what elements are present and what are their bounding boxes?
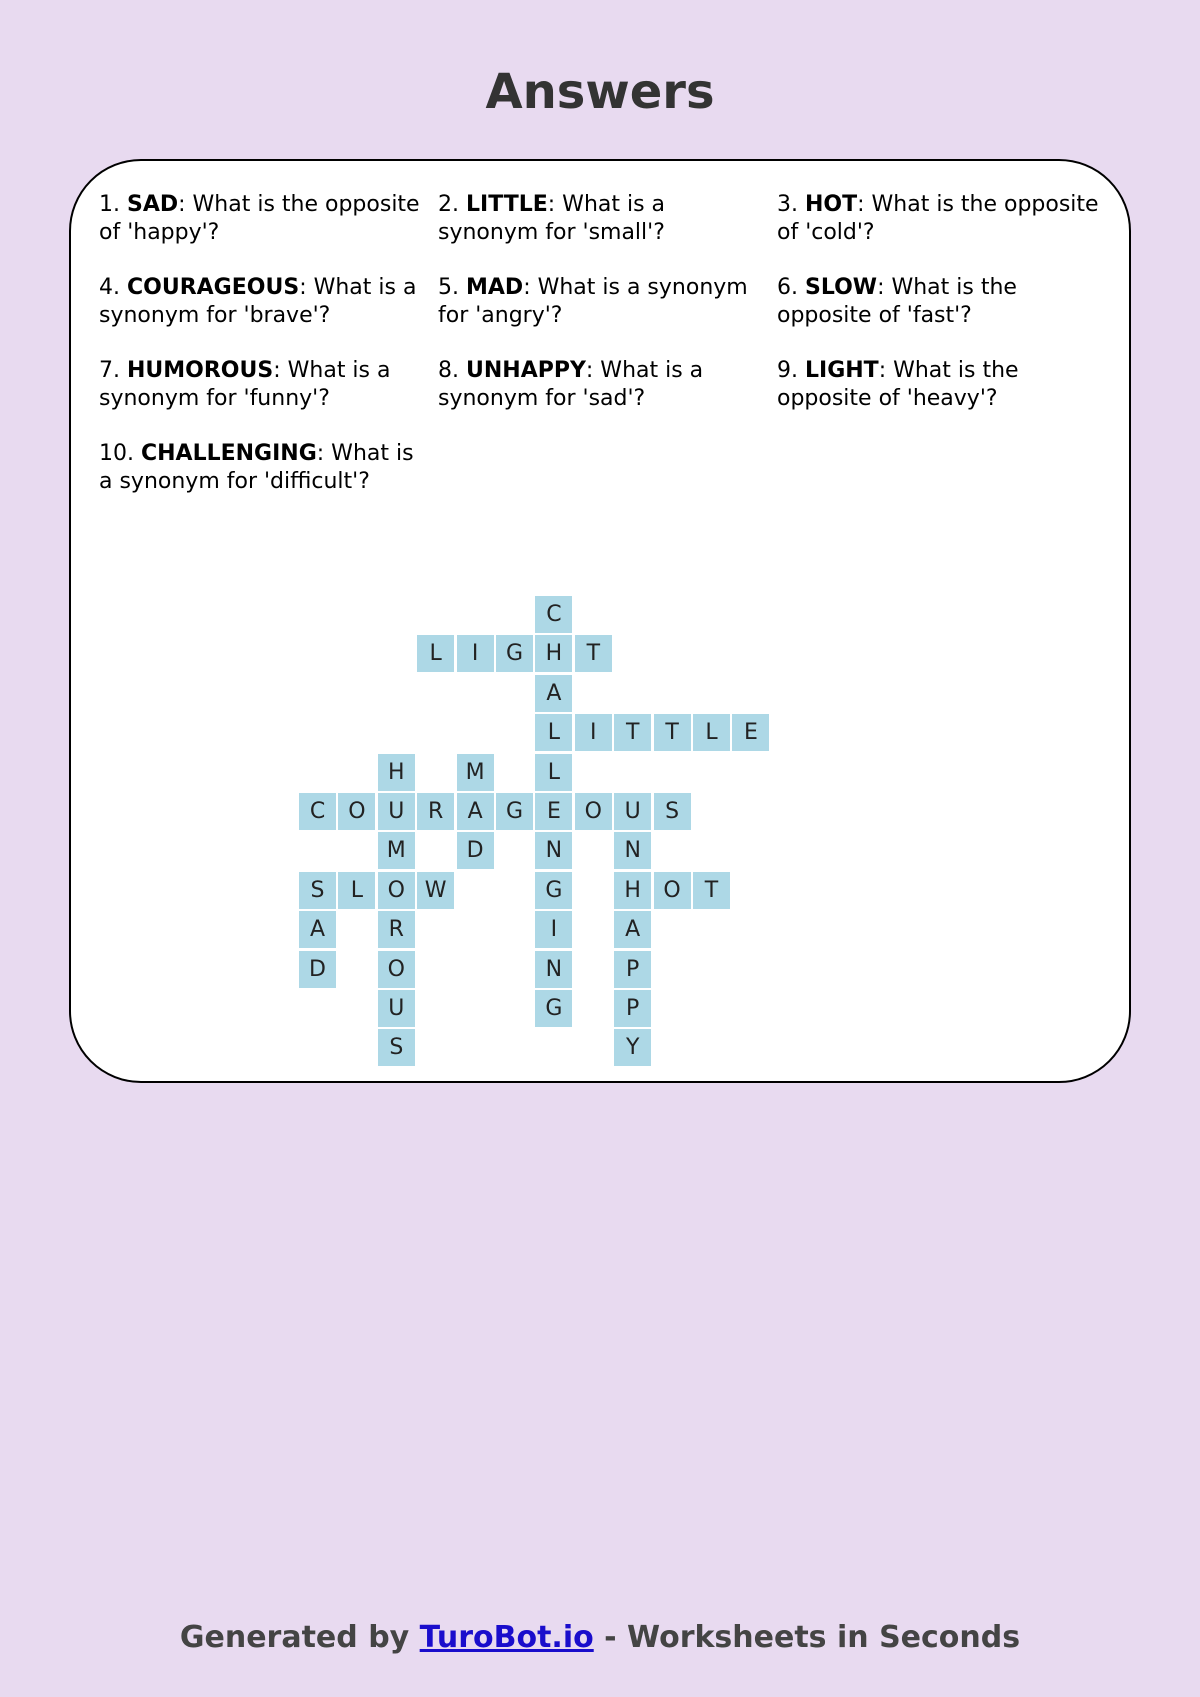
- footer-suffix: - Worksheets in Seconds: [593, 1620, 1021, 1655]
- crossword-cell: N: [614, 832, 651, 869]
- crossword-cell: L: [535, 714, 572, 751]
- crossword-cell: P: [614, 990, 651, 1027]
- clue-answer: SLOW: [805, 275, 878, 300]
- crossword-cell: P: [614, 951, 651, 988]
- clue-text: : What is a synonym for 'brave'?: [99, 275, 417, 328]
- page-title: Answers: [485, 64, 715, 120]
- crossword-cell: S: [654, 793, 691, 830]
- crossword-cell: S: [378, 1029, 415, 1066]
- clue-answer: HOT: [805, 192, 858, 217]
- crossword-cell: O: [575, 793, 612, 830]
- crossword-cell: N: [535, 832, 572, 869]
- clue-item: [777, 191, 1116, 247]
- crossword-cell: C: [535, 596, 572, 633]
- clue-answer: UNHAPPY: [466, 358, 586, 383]
- clue-answer: CHALLENGING: [141, 441, 317, 466]
- footer: [0, 1620, 1200, 1655]
- clue-item: [777, 357, 1116, 413]
- crossword-cell: O: [378, 872, 415, 909]
- crossword-cell: T: [614, 714, 651, 751]
- clue-number: 2.: [438, 192, 459, 217]
- clue-number: 6.: [777, 275, 798, 300]
- clue-answer: MAD: [466, 275, 524, 300]
- crossword-cell: A: [299, 911, 336, 948]
- clue-list: [99, 191, 1119, 496]
- clue-answer: SAD: [127, 192, 179, 217]
- crossword-cell: R: [378, 911, 415, 948]
- crossword-cell: L: [693, 714, 730, 751]
- clue-answer: COURAGEOUS: [127, 275, 300, 300]
- crossword-cell: I: [457, 635, 494, 672]
- crossword-cell: O: [378, 951, 415, 988]
- clue-number: 1.: [99, 192, 120, 217]
- crossword-cell: Y: [614, 1029, 651, 1066]
- clue-item: [438, 274, 777, 330]
- crossword-cell: O: [654, 872, 691, 909]
- clue-number: 7.: [99, 358, 120, 383]
- crossword-cell: G: [496, 793, 533, 830]
- clue-text: : What is a synonym for 'funny'?: [99, 358, 391, 411]
- clue-item: [777, 274, 1116, 330]
- crossword-cell: G: [496, 635, 533, 672]
- crossword-cell: A: [457, 793, 494, 830]
- clue-text: : What is the opposite of 'heavy'?: [777, 358, 1019, 411]
- clue-number: 9.: [777, 358, 798, 383]
- clue-item: [99, 191, 438, 247]
- crossword-cell: M: [378, 832, 415, 869]
- crossword-cell: A: [535, 675, 572, 712]
- crossword-cell: E: [535, 793, 572, 830]
- crossword-cell: I: [535, 911, 572, 948]
- crossword-cell: O: [338, 793, 375, 830]
- crossword-cell: D: [299, 951, 336, 988]
- clue-item: [99, 357, 438, 413]
- crossword-cell: L: [338, 872, 375, 909]
- clue-number: 4.: [99, 275, 120, 300]
- clue-item: [438, 191, 777, 247]
- clue-item: [99, 440, 438, 496]
- clue-text: : What is a synonym for 'sad'?: [438, 358, 704, 411]
- clue-item: [438, 357, 777, 413]
- turobot-link[interactable]: TuroBot.io: [419, 1620, 594, 1655]
- crossword-cell: T: [575, 635, 612, 672]
- clue-number: 3.: [777, 192, 798, 217]
- crossword-cell: U: [614, 793, 651, 830]
- clue-item: [99, 274, 438, 330]
- crossword-cell: U: [378, 793, 415, 830]
- clue-text: : What is a synonym for 'small'?: [438, 192, 666, 245]
- crossword-cell: T: [654, 714, 691, 751]
- clue-answer: LIGHT: [805, 358, 879, 383]
- clue-text: : What is a synonym for 'angry'?: [438, 275, 748, 328]
- crossword-cell: W: [417, 872, 454, 909]
- crossword-cell: N: [535, 951, 572, 988]
- crossword-cell: M: [457, 754, 494, 791]
- crossword-cell: H: [614, 872, 651, 909]
- crossword-cell: L: [417, 635, 454, 672]
- clue-number: 5.: [438, 275, 459, 300]
- crossword-cell: I: [575, 714, 612, 751]
- clue-number: 10.: [99, 441, 134, 466]
- crossword-cell: S: [299, 872, 336, 909]
- clue-text: : What is the opposite of 'fast'?: [777, 275, 1017, 328]
- clue-text: : What is the opposite of 'happy'?: [99, 192, 420, 245]
- crossword-cell: G: [535, 990, 572, 1027]
- footer-prefix: Generated by: [179, 1620, 420, 1655]
- clue-text: : What is a synonym for 'difficult'?: [99, 441, 414, 494]
- crossword-cell: H: [378, 754, 415, 791]
- clue-answer: LITTLE: [466, 192, 548, 217]
- clue-answer: HUMOROUS: [127, 358, 274, 383]
- clue-text: : What is the opposite of 'cold'?: [777, 192, 1099, 245]
- crossword-cell: R: [417, 793, 454, 830]
- crossword-cell: U: [378, 990, 415, 1027]
- crossword-cell: L: [535, 754, 572, 791]
- crossword-cell: D: [457, 832, 494, 869]
- crossword-cell: H: [535, 635, 572, 672]
- crossword-cell: A: [614, 911, 651, 948]
- clue-number: 8.: [438, 358, 459, 383]
- crossword-cell: G: [535, 872, 572, 909]
- crossword-cell: E: [732, 714, 769, 751]
- crossword-cell: T: [693, 872, 730, 909]
- crossword-cell: C: [299, 793, 336, 830]
